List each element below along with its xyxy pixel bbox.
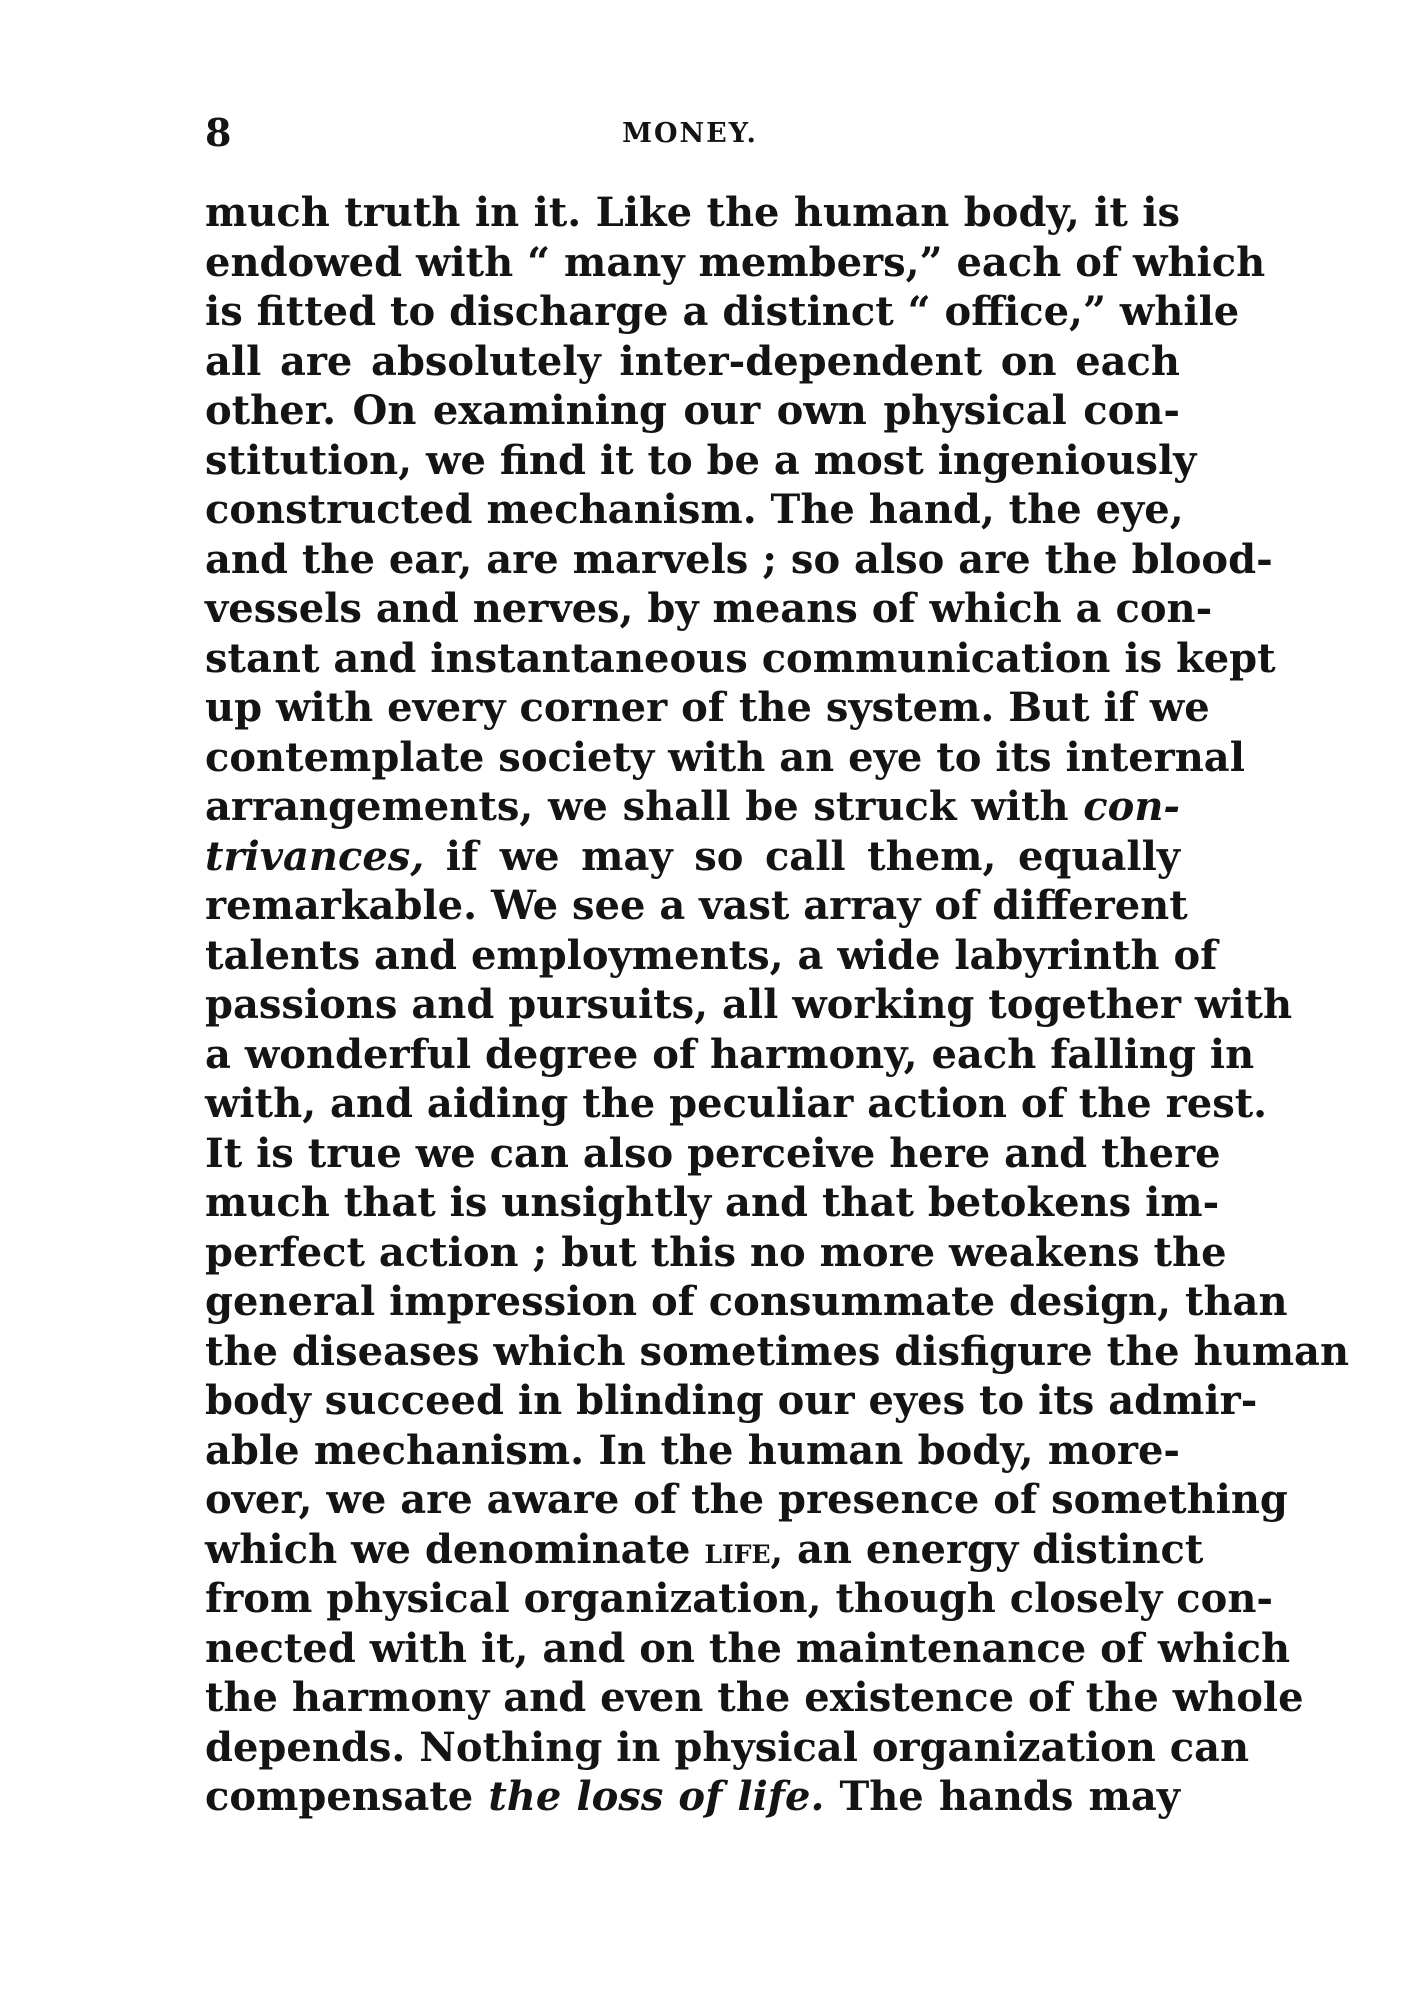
text-line: passions and pursuits, all working together with <box>205 981 1293 1028</box>
text-line: stitution, we find it to be a most ingeniously <box>205 436 1197 484</box>
text-line: general impression of consummate design, than <box>205 1278 1288 1325</box>
text-segment: if we may so call them, equally <box>424 832 1180 880</box>
text-segment: arrangements, we shall be struck with <box>205 783 1069 830</box>
italic-word: con- <box>1083 783 1180 830</box>
text-line <box>205 782 1180 832</box>
smallcaps-word: life, <box>704 1529 784 1572</box>
text-line <box>205 832 1180 882</box>
text-line: vessels and nerves, by means of which a con- <box>205 585 1213 632</box>
text-line: the diseases which sometimes disfigure the human <box>205 1327 1350 1375</box>
running-title: MONEY. <box>622 118 758 149</box>
text-line: body succeed in blinding our eyes to its admir- <box>205 1377 1258 1424</box>
text-line: with, and aiding the peculiar action of the rest. <box>205 1080 1268 1127</box>
text-line: constructed mechanism. The hand, the eye, <box>205 486 1184 533</box>
text-line <box>205 1772 1180 1822</box>
text-line: remarkable. We see a vast array of different <box>205 882 1188 929</box>
text-line: a wonderful degree of harmony, each falling in <box>205 1030 1255 1078</box>
italic-phrase: the loss of life. <box>488 1773 825 1820</box>
running-head <box>205 110 1175 160</box>
text-segment: The hands may <box>824 1773 1180 1820</box>
text-line: up with every corner of the system. But if we <box>205 684 1210 731</box>
text-line: stant and instantaneous communication is kept <box>205 634 1276 682</box>
text-line: depends. Nothing in physical organization can <box>205 1723 1250 1771</box>
text-line: over, we are aware of the presence of something <box>205 1476 1288 1523</box>
text-line: much truth in it. Like the human body, it is <box>205 189 1180 236</box>
text-line: from physical organization, though closely con- <box>205 1575 1274 1622</box>
text-line: much that is unsightly and that betokens im- <box>205 1179 1220 1226</box>
text-segment: an energy distinct <box>783 1525 1204 1573</box>
text-line: contemplate society with an eye to its internal <box>205 733 1245 781</box>
text-line: perfect action ; but this no more weakens the <box>205 1228 1227 1276</box>
text-line: other. On examining our own physical con- <box>205 387 1180 434</box>
page-number: 8 <box>205 110 232 155</box>
text-segment: compensate <box>205 1773 474 1820</box>
body-text <box>205 188 1350 1822</box>
text-line: the harmony and even the existence of the whole <box>205 1674 1304 1721</box>
text-line: talents and employments, a wide labyrinth of <box>205 931 1218 979</box>
italic-word: trivances, <box>205 832 425 880</box>
text-segment: which we denominate <box>205 1525 691 1573</box>
text-line <box>205 1525 1204 1575</box>
text-line: and the ear, are marvels ; so also are the blood- <box>205 535 1273 583</box>
text-line: all are absolutely inter-dependent on each <box>205 337 1180 385</box>
text-line: It is true we can also perceive here and there <box>205 1129 1221 1177</box>
text-line: able mechanism. In the human body, more- <box>205 1426 1180 1474</box>
text-line: nected with it, and on the maintenance of which <box>205 1624 1291 1672</box>
text-line: endowed with “ many members,” each of which <box>205 238 1266 286</box>
text-line: is fitted to discharge a distinct “ office,” while <box>205 288 1240 335</box>
